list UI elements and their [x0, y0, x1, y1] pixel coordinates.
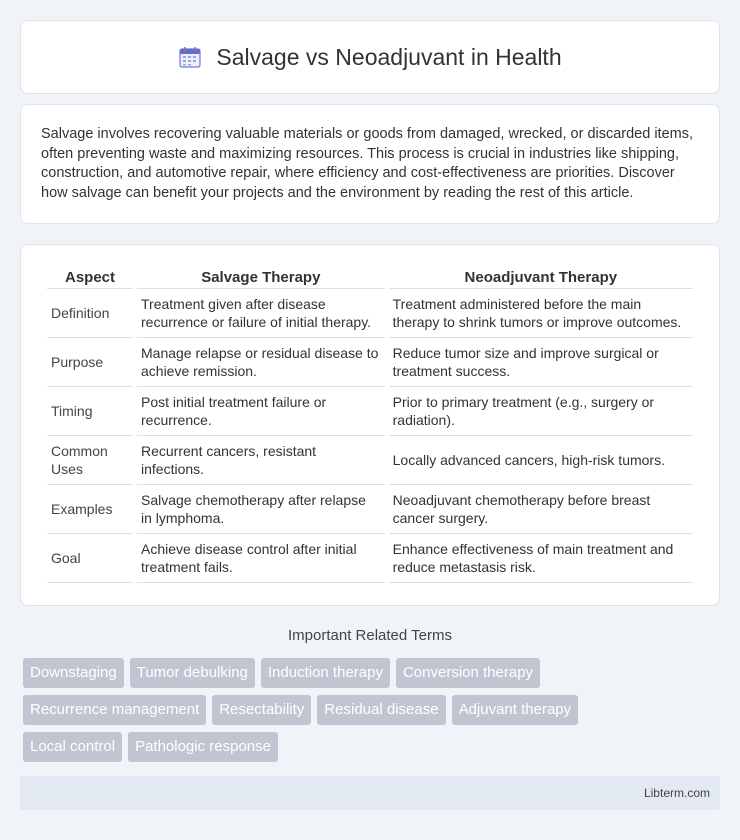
comparison-card	[20, 244, 720, 606]
neoadjuvant-cell: Treatment administered before the main therapy to shrink tumors or improve outcomes.	[389, 289, 693, 338]
term-tag[interactable]: Resectability	[212, 695, 311, 725]
table-header-row	[47, 265, 693, 289]
column-header-salvage: Salvage Therapy	[137, 265, 385, 289]
aspect-cell: Goal	[47, 534, 133, 583]
neoadjuvant-cell: Prior to primary treatment (e.g., surgery or radiation).	[389, 387, 693, 436]
term-tag[interactable]: Recurrence management	[23, 695, 206, 725]
neoadjuvant-cell: Enhance effectiveness of main treatment and reduce metastasis risk.	[389, 534, 693, 583]
term-row	[23, 658, 723, 688]
term-row	[23, 732, 723, 762]
term-row	[23, 695, 723, 725]
neoadjuvant-cell: Locally advanced cancers, high-risk tumors.	[389, 436, 693, 485]
table-row	[47, 289, 693, 338]
table-row	[47, 534, 693, 583]
table-row	[47, 436, 693, 485]
title-wrap	[178, 44, 561, 71]
aspect-cell: Timing	[47, 387, 133, 436]
column-header-neoadjuvant: Neoadjuvant Therapy	[389, 265, 693, 289]
salvage-cell: Salvage chemotherapy after relapse in lymphoma.	[137, 485, 385, 534]
related-terms-title: Important Related Terms	[288, 627, 452, 644]
term-tag[interactable]: Induction therapy	[261, 658, 390, 688]
aspect-cell: Common Uses	[47, 436, 133, 485]
term-tag[interactable]: Local control	[23, 732, 122, 762]
term-tag[interactable]: Residual disease	[317, 695, 445, 725]
table-row	[47, 338, 693, 387]
column-header-aspect: Aspect	[47, 265, 133, 289]
term-tag[interactable]: Tumor debulking	[130, 658, 255, 688]
neoadjuvant-cell: Neoadjuvant chemotherapy before breast cancer surgery.	[389, 485, 693, 534]
aspect-cell: Definition	[47, 289, 133, 338]
footer	[20, 776, 720, 810]
term-tag[interactable]: Adjuvant therapy	[452, 695, 579, 725]
salvage-cell: Recurrent cancers, resistant infections.	[137, 436, 385, 485]
page-title: Salvage vs Neoadjuvant in Health	[216, 43, 562, 70]
salvage-cell: Treatment given after disease recurrence or failure of initial therapy.	[137, 289, 385, 338]
term-tag[interactable]: Conversion therapy	[396, 658, 540, 688]
term-tag[interactable]: Pathologic response	[128, 732, 278, 762]
table-row	[47, 485, 693, 534]
comparison-table	[43, 265, 697, 583]
related-terms	[23, 658, 723, 769]
salvage-cell: Manage relapse or residual disease to achieve remission.	[137, 338, 385, 387]
aspect-cell: Purpose	[47, 338, 133, 387]
footer-link[interactable]: Libterm.com	[643, 786, 710, 800]
table-row	[47, 387, 693, 436]
intro-text: Salvage involves recovering valuable materials or goods from damaged, wrecked, or discarded items, often preventing waste and maximizing resources. This process is crucial in industries like shipping, construction, and automotive repair, where efficiency and cost-effectiveness are priorities. Discover how salvage can benefit your projects and the environment by reading the rest of this article.	[41, 126, 694, 201]
intro-card	[20, 104, 720, 224]
calendar-icon	[178, 45, 202, 69]
salvage-cell: Post initial treatment failure or recurrence.	[137, 387, 385, 436]
header-card	[20, 20, 720, 94]
aspect-cell: Examples	[47, 485, 133, 534]
term-tag[interactable]: Downstaging	[23, 658, 124, 688]
neoadjuvant-cell: Reduce tumor size and improve surgical or treatment success.	[389, 338, 693, 387]
salvage-cell: Achieve disease control after initial treatment fails.	[137, 534, 385, 583]
